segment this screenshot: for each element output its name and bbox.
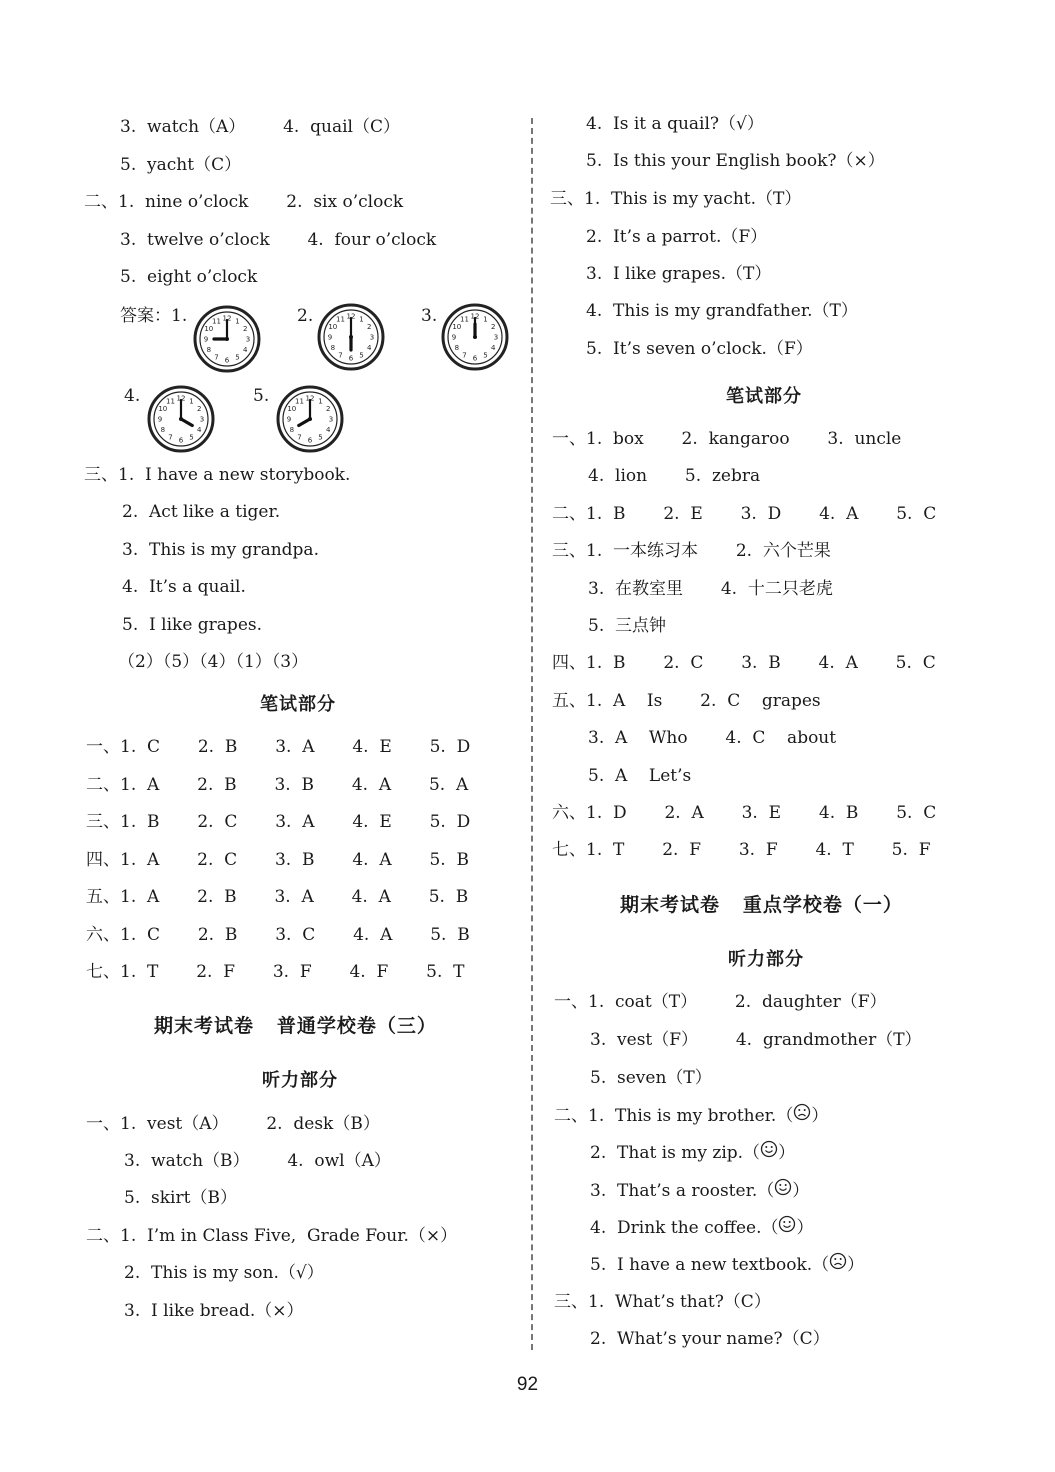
answer-line: 5. yacht（C） xyxy=(120,155,242,175)
face-line xyxy=(590,1215,813,1240)
answer-line: 3. 在教室里 4. 十二只老虎 xyxy=(588,579,833,599)
answer-line: 2. It’s a parrot.（F） xyxy=(586,227,768,247)
answer-line: 2. What’s your name?（C） xyxy=(590,1329,830,1349)
clock-label: 4. xyxy=(124,386,141,406)
answer-row: 三、1. B 2. C 3. A 4. E 5. D xyxy=(86,812,471,832)
svg-text:2: 2 xyxy=(366,323,372,331)
svg-text:3: 3 xyxy=(245,335,251,344)
section-heading: 听力部分 xyxy=(262,1070,338,1091)
face-line-text: 4. Drink the coffee.（ xyxy=(590,1218,779,1238)
svg-text:9: 9 xyxy=(286,415,292,424)
answer-line: 4. lion 5. zebra xyxy=(588,466,761,486)
answer-line: 三、1. This is my yacht.（T） xyxy=(550,189,802,209)
answer-line: 3. I like grapes.（T） xyxy=(586,264,772,284)
svg-text:5: 5 xyxy=(483,351,488,360)
answer-row: 七、1. T 2. F 3. F 4. F 5. T xyxy=(86,962,465,982)
answer-line: 2. This is my son.（√） xyxy=(124,1263,324,1283)
page-number: 92 xyxy=(516,1374,539,1395)
clock-label: 5. xyxy=(253,386,270,406)
answer-line: 一、1. coat（T） 2. daughter（F） xyxy=(554,992,887,1012)
svg-text:8: 8 xyxy=(330,344,336,352)
answer-line: 5. eight o’clock xyxy=(120,267,258,287)
svg-text:7: 7 xyxy=(338,351,343,360)
svg-text:12: 12 xyxy=(305,394,315,403)
svg-text:3: 3 xyxy=(493,333,499,342)
svg-text:4: 4 xyxy=(196,426,202,434)
answer-line: 五、1. A Is 2. C grapes xyxy=(552,691,821,711)
answer-line: 5. Is this your English book?（×） xyxy=(586,151,885,171)
answer-line: 二、1. I’m in Class Five, Grade Four.（×） xyxy=(86,1226,458,1246)
answer-line: 三、1. 一本练习本 2. 六个芒果 xyxy=(552,541,831,561)
svg-text:2: 2 xyxy=(242,325,248,333)
svg-text:7: 7 xyxy=(168,433,173,442)
svg-text:11: 11 xyxy=(336,315,345,324)
answer-line: 5. A Let’s xyxy=(588,766,692,786)
answer-line: 3. A Who 4. C about xyxy=(588,728,837,748)
svg-text:5: 5 xyxy=(359,351,364,360)
answer-line: 3. watch（B） 4. owl（A） xyxy=(124,1151,391,1171)
svg-text:8: 8 xyxy=(289,426,295,434)
svg-text:7: 7 xyxy=(214,353,219,362)
answer-row: 六、1. C 2. B 3. C 4. A 5. B xyxy=(86,925,470,945)
svg-text:9: 9 xyxy=(451,333,457,342)
answer-line: 2. Act like a tiger. xyxy=(122,502,281,522)
svg-text:12: 12 xyxy=(222,314,232,323)
frown-face-icon xyxy=(829,1255,847,1275)
answer-line: 3. This is my grandpa. xyxy=(122,540,319,560)
svg-text:12: 12 xyxy=(470,312,480,321)
section-heading: 笔试部分 xyxy=(726,386,802,407)
answer-row: 七、1. T 2. F 3. F 4. T 5. F xyxy=(552,840,931,860)
svg-text:5: 5 xyxy=(189,433,194,442)
svg-text:1: 1 xyxy=(359,315,364,324)
svg-text:6: 6 xyxy=(348,354,354,363)
answer-label: 答案：1. xyxy=(120,306,188,326)
section-title: 期末考试卷 普通学校卷（三） xyxy=(154,1015,437,1037)
answer-line: 三、1. I have a new storybook. xyxy=(84,465,351,485)
clock-icon xyxy=(440,302,510,372)
face-line-close: ） xyxy=(792,1181,810,1201)
svg-text:10: 10 xyxy=(452,323,462,331)
svg-text:4: 4 xyxy=(325,426,331,434)
face-line xyxy=(590,1140,795,1165)
face-line-close: ） xyxy=(847,1255,865,1275)
face-line-close: ） xyxy=(796,1218,814,1238)
clock-icon xyxy=(316,302,386,372)
answer-line: 3. watch（A） 4. quail（C） xyxy=(120,117,400,137)
answer-row: 四、1. B 2. C 3. B 4. A 5. C xyxy=(552,653,936,673)
svg-text:2: 2 xyxy=(325,405,331,413)
answer-row: 五、1. A 2. B 3. A 4. A 5. B xyxy=(86,887,469,907)
clock-icon xyxy=(192,304,262,374)
answer-line: 3. I like bread.（×） xyxy=(124,1301,304,1321)
svg-text:7: 7 xyxy=(462,351,467,360)
svg-text:6: 6 xyxy=(178,436,184,445)
smile-face-icon xyxy=(760,1143,778,1163)
svg-text:11: 11 xyxy=(166,397,175,406)
svg-text:9: 9 xyxy=(157,415,163,424)
svg-text:6: 6 xyxy=(224,356,230,365)
svg-text:10: 10 xyxy=(158,405,168,413)
answer-line: 一、1. box 2. kangaroo 3. uncle xyxy=(552,429,902,449)
svg-text:11: 11 xyxy=(212,317,221,326)
answer-line: 4. It’s a quail. xyxy=(122,577,246,597)
svg-text:12: 12 xyxy=(346,312,356,321)
answer-line: 三、1. What’s that?（C） xyxy=(554,1292,771,1312)
answer-line: （2）（5）（4）（1）（3） xyxy=(118,652,309,672)
face-line-text: 二、1. This is my brother.（ xyxy=(554,1106,794,1126)
svg-text:3: 3 xyxy=(328,415,334,424)
smile-face-icon xyxy=(778,1218,796,1238)
svg-text:9: 9 xyxy=(327,333,333,342)
section-heading: 笔试部分 xyxy=(260,694,336,715)
svg-text:3: 3 xyxy=(369,333,375,342)
svg-text:9: 9 xyxy=(203,335,209,344)
face-line-text: 2. That is my zip.（ xyxy=(590,1143,761,1163)
answer-row: 二、1. A 2. B 3. B 4. A 5. A xyxy=(86,775,469,795)
svg-text:2: 2 xyxy=(196,405,202,413)
svg-text:11: 11 xyxy=(295,397,304,406)
answer-row: 二、1. B 2. E 3. D 4. A 5. C xyxy=(552,504,937,524)
answer-line: 3. vest（F） 4. grandmother（T） xyxy=(590,1030,922,1050)
svg-text:6: 6 xyxy=(472,354,478,363)
answer-line: 5. 三点钟 xyxy=(588,616,667,636)
svg-text:10: 10 xyxy=(204,325,214,333)
face-line xyxy=(554,1103,828,1128)
svg-text:4: 4 xyxy=(366,344,372,352)
section-heading: 听力部分 xyxy=(728,949,804,970)
answer-row: 一、1. C 2. B 3. A 4. E 5. D xyxy=(86,737,471,757)
svg-text:8: 8 xyxy=(160,426,166,434)
face-line xyxy=(590,1178,809,1203)
clock-icon xyxy=(275,384,345,454)
face-line-text: 3. That’s a rooster.（ xyxy=(590,1181,775,1201)
frown-face-icon xyxy=(793,1106,811,1126)
clock-icon xyxy=(146,384,216,454)
answer-line: 一、1. vest（A） 2. desk（B） xyxy=(86,1114,380,1134)
svg-text:1: 1 xyxy=(483,315,488,324)
clock-label: 2. xyxy=(297,306,314,326)
svg-text:1: 1 xyxy=(318,397,323,406)
smile-face-icon xyxy=(774,1181,792,1201)
clock-label: 3. xyxy=(421,306,438,326)
face-line-text: 5. I have a new textbook.（ xyxy=(590,1255,830,1275)
svg-text:11: 11 xyxy=(460,315,469,324)
answer-line: 4. This is my grandfather.（T） xyxy=(586,301,858,321)
svg-text:1: 1 xyxy=(189,397,194,406)
svg-text:10: 10 xyxy=(328,323,338,331)
svg-text:8: 8 xyxy=(206,346,212,354)
answer-line: 5. I like grapes. xyxy=(122,615,263,635)
answer-row: 六、1. D 2. A 3. E 4. B 5. C xyxy=(552,803,937,823)
answer-line: 5. skirt（B） xyxy=(124,1188,237,1208)
answer-line: 4. Is it a quail?（√） xyxy=(586,114,764,134)
answer-line: 5. seven（T） xyxy=(590,1068,712,1088)
svg-text:3: 3 xyxy=(199,415,205,424)
answer-line: 5. It’s seven o’clock.（F） xyxy=(586,339,813,359)
column-divider xyxy=(531,118,533,1350)
svg-text:4: 4 xyxy=(490,344,496,352)
face-line-close: ） xyxy=(811,1106,829,1126)
svg-text:5: 5 xyxy=(318,433,323,442)
svg-text:4: 4 xyxy=(242,346,248,354)
svg-text:1: 1 xyxy=(235,317,240,326)
svg-text:12: 12 xyxy=(176,394,186,403)
face-line xyxy=(590,1252,864,1277)
svg-text:6: 6 xyxy=(307,436,313,445)
answer-line: 3. twelve o’clock 4. four o’clock xyxy=(120,230,437,250)
answer-row: 四、1. A 2. C 3. B 4. A 5. B xyxy=(86,850,469,870)
svg-text:7: 7 xyxy=(297,433,302,442)
svg-text:10: 10 xyxy=(287,405,297,413)
face-line-close: ） xyxy=(778,1143,796,1163)
svg-text:5: 5 xyxy=(235,353,240,362)
svg-text:8: 8 xyxy=(454,344,460,352)
svg-text:2: 2 xyxy=(490,323,496,331)
answer-line: 二、1. nine o’clock 2. six o’clock xyxy=(84,192,404,212)
section-title: 期末考试卷 重点学校卷（一） xyxy=(620,894,903,916)
